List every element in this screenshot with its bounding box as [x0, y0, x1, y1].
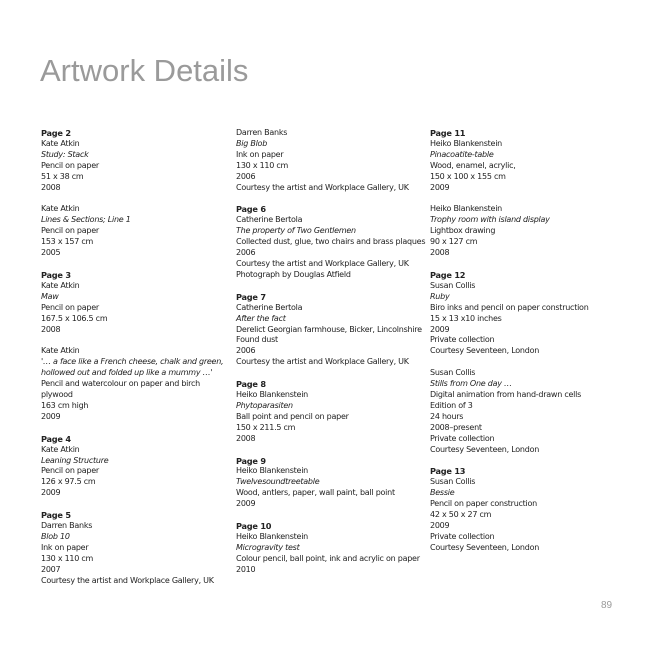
entry-detail: 2009 — [430, 182, 450, 192]
entry-work-title: Study: Stack — [41, 149, 89, 159]
entry-artist: Susan Collis — [430, 280, 476, 290]
entry-detail: 130 x 110 cm — [41, 553, 94, 563]
artwork-entry — [236, 456, 426, 511]
entry-work-title: Big Blob — [236, 138, 268, 148]
entry-artist: Kate Atkin — [41, 280, 80, 290]
entry-detail: Private collection — [430, 531, 495, 541]
entry-detail: Private collection — [430, 335, 495, 345]
entry-artist: Kate Atkin — [41, 204, 80, 214]
entry-detail: 2006 — [236, 248, 256, 258]
artwork-entry — [236, 379, 426, 444]
entry-detail: Ink on paper — [236, 149, 284, 159]
entry-detail: Colour pencil, ball point, ink and acrylic on paper — [236, 553, 420, 563]
artwork-entry — [430, 368, 620, 455]
entry-detail: Found dust — [236, 335, 278, 345]
entry-detail: Wood, antlers, paper, wall paint, ball point — [236, 488, 395, 498]
entry-detail: 51 x 38 cm — [41, 171, 84, 181]
entry-detail: 167.5 x 106.5 cm — [41, 313, 108, 323]
entry-detail: 126 x 97.5 cm — [41, 477, 96, 487]
entry-page-heading: Page 12 — [430, 269, 466, 280]
entry-detail: 42 x 50 x 27 cm — [430, 510, 492, 520]
entry-page-heading: Page 2 — [41, 128, 71, 138]
entry-detail: 2008 — [41, 324, 61, 334]
entry-page-heading: Page 7 — [236, 291, 266, 302]
entry-detail: 130 x 110 cm — [236, 160, 289, 170]
entry-page-heading: Page 10 — [236, 521, 272, 532]
entry-detail: 2007 — [41, 564, 61, 574]
entry-detail: Private collection — [430, 433, 495, 443]
entry-artist: Catherine Bertola — [236, 302, 303, 312]
entry-detail: 150 x 211.5 cm — [236, 422, 296, 432]
entry-detail: Edition of 3 — [430, 400, 473, 410]
entry-detail: Digital animation from hand-drawn cells — [430, 390, 582, 400]
entry-page-heading: Page 8 — [236, 379, 266, 390]
entry-work-title: Maw — [41, 291, 59, 301]
artwork-entry — [41, 434, 231, 499]
entry-detail: 150 x 100 x 155 cm — [430, 171, 506, 181]
entry-page-heading: Page 11 — [430, 128, 466, 138]
entry-artist: Heiko Blankenstein — [430, 138, 502, 148]
entry-detail: 2010 — [236, 564, 256, 574]
entry-detail: 2009 — [236, 499, 256, 509]
entry-detail: 15 x 13 x10 inches — [430, 313, 502, 323]
entry-page-heading: Page 13 — [430, 466, 466, 477]
artwork-entry — [236, 292, 426, 368]
entry-detail: 2009 — [430, 521, 450, 530]
entry-detail: 2009 — [41, 488, 61, 498]
entry-detail: Pencil on paper — [41, 466, 99, 476]
entry-detail: 2006 — [236, 346, 256, 356]
entry-artist: Kate Atkin — [41, 444, 80, 454]
entry-page-heading: Page 9 — [236, 455, 266, 466]
entry-detail: Pencil on paper construction — [430, 499, 537, 509]
entry-detail: Biro inks and pencil on paper construction — [430, 302, 589, 312]
entry-work-title: Stills from One day … — [430, 379, 512, 389]
artwork-entry — [41, 128, 231, 193]
entry-work-title: Microgravity test — [236, 542, 300, 552]
entry-detail: Courtesy the artist and Workplace Gallery, UK — [236, 182, 409, 192]
entry-page-heading: Page 5 — [41, 510, 71, 521]
entry-detail: 2008 — [236, 433, 256, 443]
artwork-entry — [430, 270, 620, 357]
artwork-entry — [236, 521, 426, 576]
entry-detail: Pencil on paper — [41, 302, 99, 312]
entry-work-title: '… a face like a French cheese, chalk and green, hollowed out and folded up like a mummy …' — [41, 357, 224, 378]
entry-detail: Photograph by Douglas Atfield — [236, 269, 351, 279]
artwork-entry — [236, 128, 426, 193]
entry-detail: Courtesy Seventeen, London — [430, 542, 540, 552]
artwork-entry — [430, 466, 620, 553]
entry-work-title: Bessie — [430, 488, 455, 498]
page-number: 89 — [601, 600, 613, 611]
artwork-entry — [41, 510, 231, 586]
entry-detail: 2009 — [41, 411, 61, 421]
entry-artist: Darren Banks — [41, 521, 93, 531]
entry-detail: Pencil and watercolour on paper and birch plywood — [41, 379, 200, 400]
entry-artist: Kate Atkin — [41, 346, 80, 356]
entry-artist: Heiko Blankenstein — [236, 390, 308, 400]
entry-artist: Heiko Blankenstein — [236, 466, 308, 476]
entry-work-title: After the fact — [236, 313, 286, 323]
entry-artist: Susan Collis — [430, 368, 476, 378]
entry-detail: 2008–present — [430, 422, 482, 432]
entry-page-heading: Page 3 — [41, 269, 71, 280]
entry-detail: Courtesy the artist and Workplace Gallery, UK — [41, 575, 214, 585]
entry-work-title: Pinacoatite-table — [430, 149, 494, 159]
entry-detail: Wood, enamel, acrylic, — [430, 160, 516, 170]
artwork-entry — [236, 204, 426, 280]
artwork-entry — [41, 346, 231, 422]
entry-work-title: Ruby — [430, 291, 450, 301]
artwork-entry — [430, 128, 620, 193]
entry-artist: Susan Collis — [430, 477, 476, 487]
entry-detail: 2008 — [430, 248, 450, 258]
entry-work-title: The property of Two Gentlemen — [236, 226, 356, 236]
entry-detail: 2009 — [430, 324, 450, 334]
entry-artist: Kate Atkin — [41, 138, 80, 148]
column-3 — [430, 128, 620, 565]
entry-detail: 90 x 127 cm — [430, 237, 478, 247]
entry-artist: Darren Banks — [236, 128, 288, 137]
entry-detail: 163 cm high — [41, 400, 89, 410]
entry-page-heading: Page 6 — [236, 204, 266, 215]
entry-work-title: Trophy room with island display — [430, 215, 550, 225]
entry-artist: Heiko Blankenstein — [236, 532, 308, 541]
artwork-entry — [430, 204, 620, 259]
column-2 — [236, 128, 426, 587]
column-1 — [41, 128, 231, 598]
page-title: Artwork Details — [40, 53, 249, 88]
entry-detail: Courtesy the artist and Workplace Gallery, UK — [236, 258, 409, 268]
entry-detail: Lightbox drawing — [430, 226, 496, 236]
entry-work-title: Twelvesoundtreetable — [236, 477, 320, 487]
artwork-entry — [41, 204, 231, 259]
entry-detail: 2006 — [236, 171, 256, 181]
entry-work-title: Lines & Sections; Line 1 — [41, 215, 131, 225]
entry-detail: Collected dust, glue, two chairs and brass plaques — [236, 237, 426, 247]
entry-page-heading: Page 4 — [41, 433, 71, 444]
entry-detail: 153 x 157 cm — [41, 237, 94, 247]
entry-detail: Courtesy Seventeen, London — [430, 346, 540, 356]
entry-detail: Pencil on paper — [41, 160, 99, 170]
entry-detail: Derelict Georgian farmhouse, Bicker, Lincolnshire — [236, 324, 422, 334]
entry-detail: 2008 — [41, 182, 61, 192]
entry-work-title: Phytoparasiten — [236, 400, 293, 410]
entry-artist: Heiko Blankenstein — [430, 204, 502, 214]
entry-work-title: Blob 10 — [41, 532, 70, 541]
entry-detail: 2005 — [41, 248, 61, 258]
artwork-entry — [41, 270, 231, 335]
entry-detail: Courtesy the artist and Workplace Gallery, UK — [236, 357, 409, 367]
entry-detail: Pencil on paper — [41, 226, 99, 236]
entry-detail: Ink on paper — [41, 542, 89, 552]
entry-work-title: Leaning Structure — [41, 455, 109, 465]
entry-detail: Ball point and pencil on paper — [236, 411, 349, 421]
entry-artist: Catherine Bertola — [236, 215, 303, 225]
entry-detail: 24 hours — [430, 411, 464, 421]
entry-detail: Courtesy Seventeen, London — [430, 444, 540, 454]
